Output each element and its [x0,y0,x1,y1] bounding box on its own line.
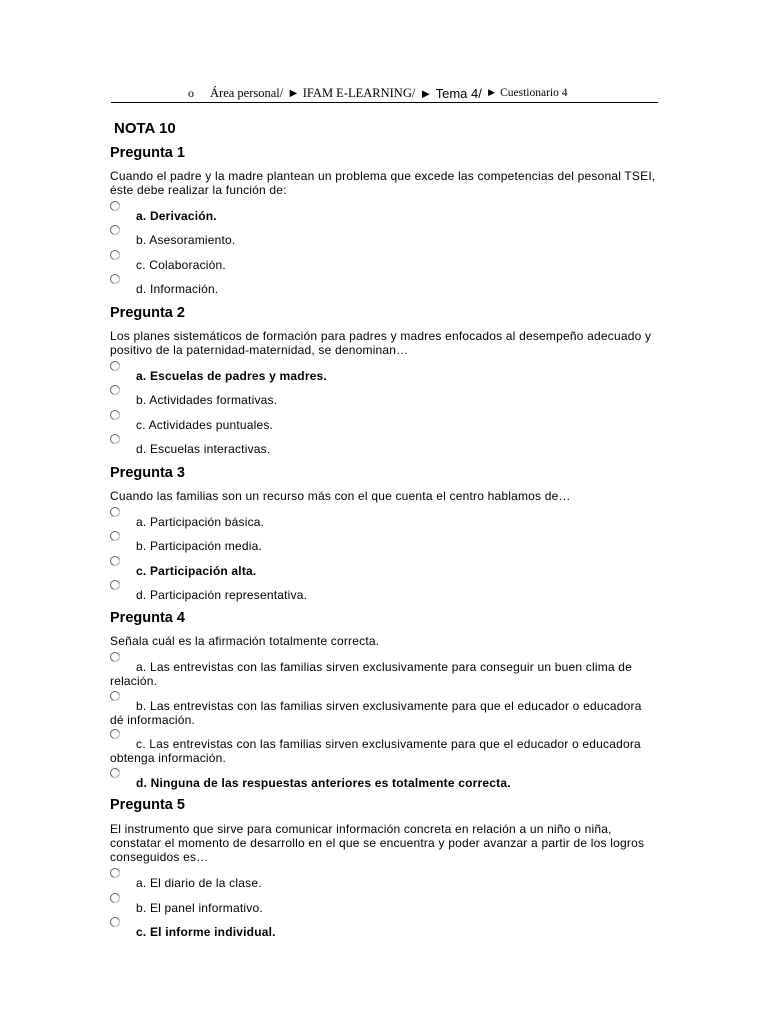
question-5-option-b[interactable] [110,893,658,917]
question-3-option-c[interactable] [110,556,658,580]
option-label: a. Derivación. [136,209,217,223]
option-label: a. El diario de la clase. [136,876,262,890]
option-label: d. Escuelas interactivas. [136,442,271,456]
question-2-prompt: Los planes sistemáticos de formación para padres y madres enfocados al desempeño adecuado y positivo de la paternidad-maternidad, se denominan… [110,329,652,357]
question-5-option-c[interactable] [110,917,658,941]
question-4-title: Pregunta 4 [110,610,185,626]
option-label: c. Las entrevistas con las familias sirven exclusivamente para que el educador o educadora obtenga información. [110,737,641,765]
breadcrumb-area-personal[interactable]: Área personal/ [210,85,284,100]
question-1-prompt: Cuando el padre y la madre plantean un problema que excede las competencias del pesonal TSEI, éste debe realizar la función de: [110,169,656,197]
grade-title: NOTA 10 [114,120,176,137]
question-2-option-c[interactable] [110,410,658,434]
breadcrumb-cuestionario-4[interactable]: ► Cuestionario 4 [485,87,568,99]
question-4-option-c[interactable] [110,729,658,769]
question-1-option-a[interactable] [110,201,658,225]
option-label: b. El panel informativo. [136,901,263,915]
breadcrumb-bullet: o [188,85,194,100]
question-4-option-a[interactable] [110,652,658,692]
question-4-prompt: Señala cuál es la afirmación totalmente correcta. [110,634,380,648]
breadcrumb-ifam-elearning[interactable]: ► IFAM E-LEARNING/ [287,85,416,100]
question-2-option-d[interactable] [110,434,658,458]
question-3-option-b[interactable] [110,531,658,555]
option-label: c. Participación alta. [136,564,257,578]
question-5-title: Pregunta 5 [110,797,185,813]
option-label: c. El informe individual. [136,925,276,939]
question-4-option-b[interactable] [110,691,658,731]
option-label: a. Las entrevistas con las familias sirven exclusivamente para conseguir un buen clima de relación. [110,660,633,688]
question-5-prompt: El instrumento que sirve para comunicar información concreta en relación a un niño o niña, constatar el momento de desarrollo en el que se encuentra y poder avanzar a partir de los logros conseguidos es… [110,822,645,864]
breadcrumb [188,85,572,101]
question-2-option-b[interactable] [110,385,658,409]
question-1-option-d[interactable] [110,274,658,298]
question-2-option-a[interactable] [110,361,658,385]
option-label: b. Actividades formativas. [136,393,278,407]
question-3-title: Pregunta 3 [110,465,185,481]
option-label: b. Las entrevistas con las familias sirven exclusivamente para que el educador o educadora dé información. [110,699,642,727]
option-label: d. Participación representativa. [136,588,308,602]
question-1-title: Pregunta 1 [110,145,185,161]
option-label: a. Participación básica. [136,515,265,529]
option-label: a. Escuelas de padres y madres. [136,369,327,383]
option-label: d. Ninguna de las respuestas anteriores es totalmente correcta. [136,776,511,790]
question-3-option-d[interactable] [110,580,658,604]
question-1-option-c[interactable] [110,250,658,274]
option-label: b. Participación media. [136,539,262,553]
breadcrumb-divider [111,102,658,103]
question-2-title: Pregunta 2 [110,305,185,321]
breadcrumb-tema-4[interactable]: ► Tema 4/ [419,85,482,101]
question-3-prompt: Cuando las familias son un recurso más con el que cuenta el centro hablamos de… [110,489,571,503]
option-label: c. Colaboración. [136,258,226,272]
option-label: b. Asesoramiento. [136,233,236,247]
question-1-option-b[interactable] [110,225,658,249]
question-5-option-a[interactable] [110,868,658,892]
question-3-option-a[interactable] [110,507,658,531]
question-4-option-d[interactable] [110,768,658,792]
option-label: d. Información. [136,282,219,296]
option-label: c. Actividades puntuales. [136,418,274,432]
